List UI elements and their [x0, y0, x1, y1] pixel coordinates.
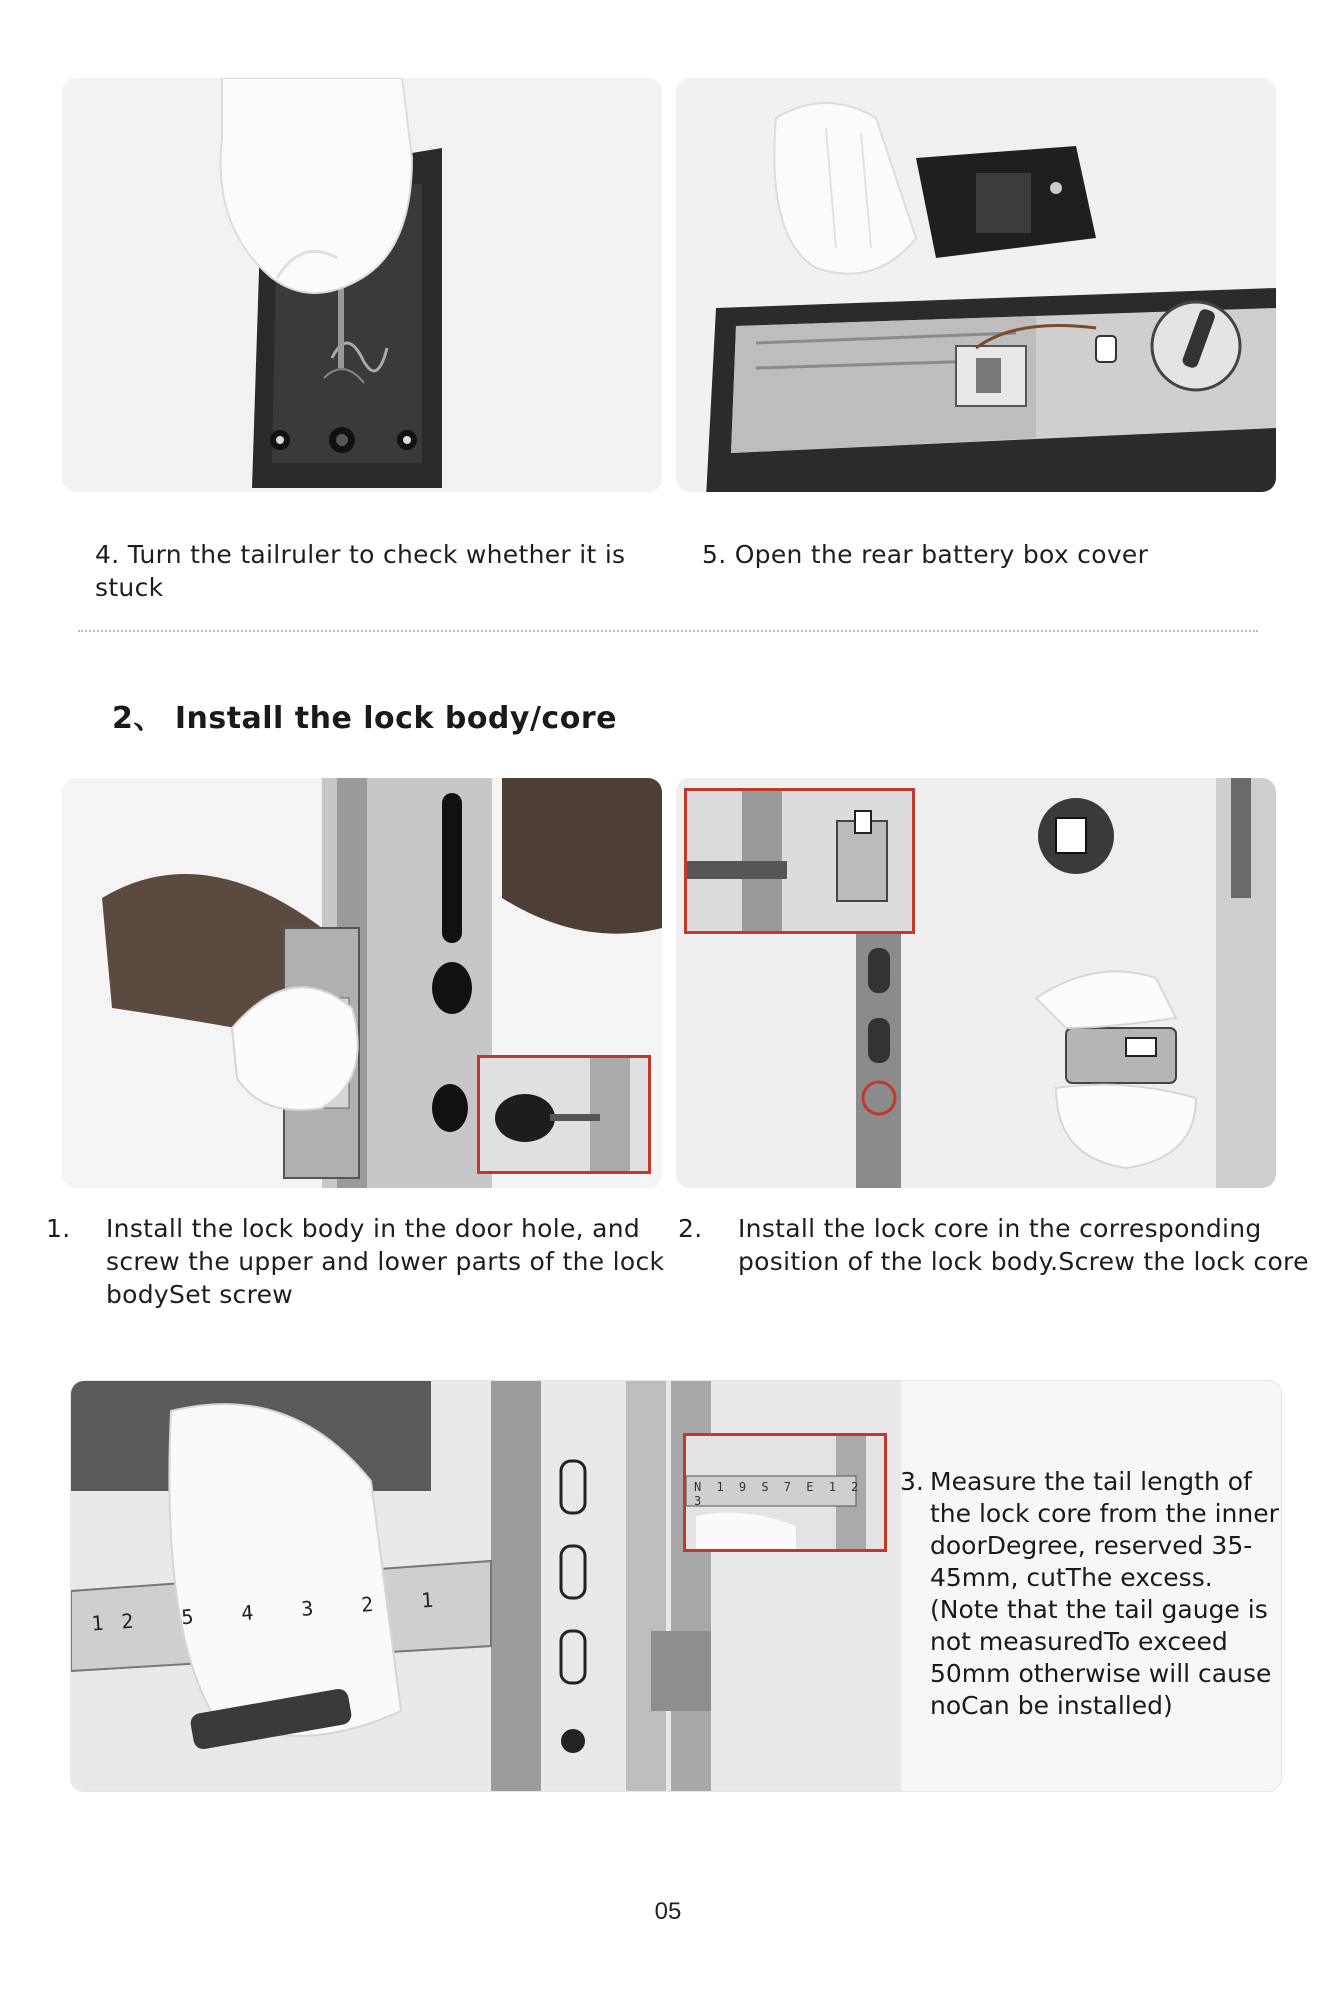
caption-step-4-text: 4. Turn the tailruler to check whether it is stuck: [95, 540, 626, 602]
caption-step-5-text: 5. Open the rear battery box cover: [702, 540, 1149, 569]
caption-step-3: [900, 1466, 1280, 1722]
caption-step-1-number: 1.: [46, 1214, 71, 1243]
inset-ruler-detail: [683, 1433, 887, 1552]
ruler-marks: 12 5 4 3 2 1: [90, 1586, 452, 1636]
caption-step-5: [702, 538, 1282, 571]
caption-step-3-number: 3.: [900, 1467, 924, 1496]
inset-lock-core-detail: [684, 788, 915, 934]
photo-install-lock-body: [62, 778, 662, 1188]
section-divider: [78, 630, 1258, 632]
inset-screw-detail: [477, 1055, 651, 1174]
photo-install-lock-core: [676, 778, 1276, 1188]
section-title: 2、 Install the lock body/core: [112, 701, 617, 736]
caption-step-1-text: Install the lock body in the door hole, and screw the upper and lower parts of the lock bodySet screw: [106, 1214, 665, 1309]
caption-step-3-text: Measure the tail length of the lock core from the inner doorDegree, reserved 35-45mm, cutThe excess. (Note that the tail gauge is not measuredTo exceed 50mm otherwise will cause noCan be installed): [930, 1467, 1279, 1720]
caption-step-2: [678, 1212, 1318, 1278]
photo-open-battery-cover: [676, 78, 1276, 492]
page-number: 05: [654, 1898, 682, 1925]
caption-step-1: [46, 1212, 706, 1311]
caption-step-2-text: Install the lock core in the corresponding position of the lock body.Screw the lock core: [738, 1214, 1309, 1276]
caption-step-4: [95, 538, 675, 604]
photo-turn-tailruler: [62, 78, 662, 492]
inset-ruler-marks: N 1 9 S 7 E 1 2 3: [694, 1480, 863, 1508]
caption-step-2-number: 2.: [678, 1214, 703, 1243]
